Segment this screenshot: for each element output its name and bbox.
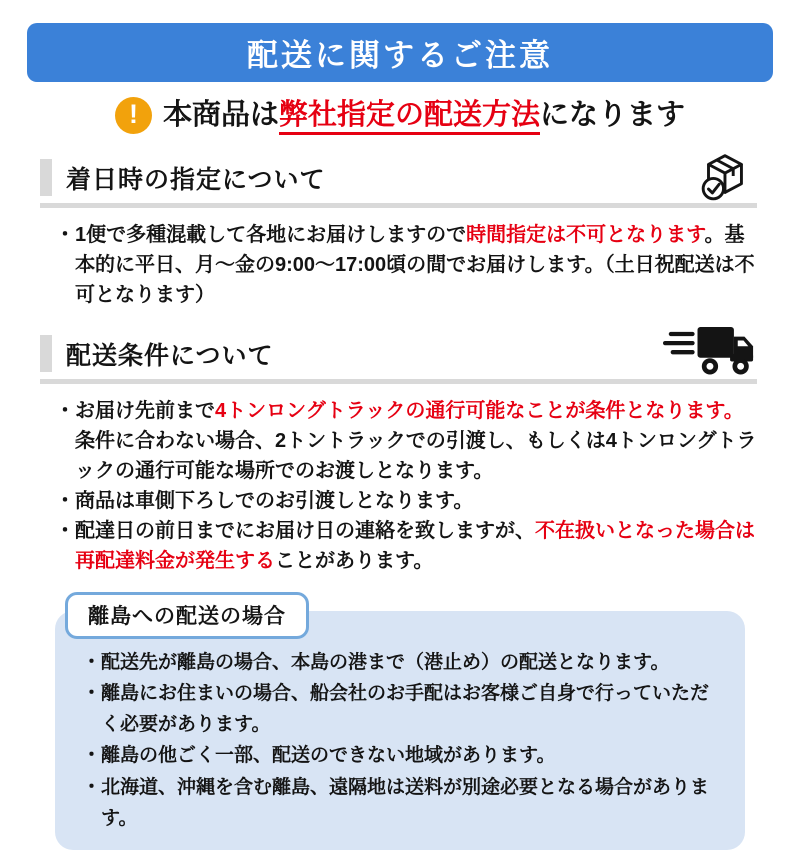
list-item: ・ 1便で多種混載して各地にお届けしますので時間指定は不可となります。基本的に平日、月〜金の9:00〜17:00頃の間でお届けします。（土日祝配送は不可となります） bbox=[55, 220, 757, 310]
list-item: ・ 北海道、沖縄を含む離島、遠隔地は送料が別途必要となる場合があります。 bbox=[82, 772, 727, 834]
header-accent-bar bbox=[40, 335, 52, 372]
page-title: 配送に関するご注意 bbox=[247, 38, 553, 73]
package-check-icon bbox=[693, 145, 755, 207]
section-heading: 着日時の指定について bbox=[66, 165, 326, 194]
section-bullet-list bbox=[40, 220, 757, 310]
section-delivery-conditions bbox=[40, 335, 757, 576]
island-bullet-list bbox=[67, 647, 727, 834]
notice-text: 本商品は弊社指定の配送方法になります bbox=[163, 98, 685, 133]
main-notice bbox=[0, 97, 800, 134]
list-item: ・ 配達日の前日までにお届け日の連絡を致しますが、不在扱いとなった場合は再配達料金が発生することがあります。 bbox=[55, 516, 757, 576]
section-header bbox=[40, 159, 757, 208]
shipping-notice-page bbox=[0, 23, 800, 850]
delivery-truck-icon bbox=[663, 325, 755, 377]
section-header bbox=[40, 335, 757, 384]
section-bullet-list bbox=[40, 396, 757, 576]
list-item: ・ 配送先が離島の場合、本島の港まで（港止め）の配送となります。 bbox=[82, 647, 727, 678]
list-item: ・ 離島の他ごく一部、配送のできない地域があります。 bbox=[82, 740, 727, 771]
page-title-banner bbox=[27, 23, 773, 82]
section-delivery-date bbox=[40, 159, 757, 310]
list-item: ・ お届け先前まで4トンロングトラックの通行可能なことが条件となります。条件に合わない場合、2トントラックでの引渡し、もしくは4トンロングトラックの通行可能な場所でのお渡しとなります。 bbox=[55, 396, 757, 486]
island-box-label: 離島への配送の場合 bbox=[65, 592, 309, 639]
section-heading: 配送条件について bbox=[66, 341, 274, 370]
list-item: ・ 離島にお住まいの場合、船会社のお手配はお客様ご自身で行っていただく必要があります。 bbox=[82, 678, 727, 740]
warning-icon: ! bbox=[115, 97, 152, 134]
header-accent-bar bbox=[40, 159, 52, 196]
list-item: ・ 商品は車側下ろしでのお引渡しとなります。 bbox=[55, 486, 757, 516]
notice-highlight: 弊社指定の配送方法 bbox=[279, 99, 540, 135]
island-shipping-box bbox=[55, 605, 745, 850]
